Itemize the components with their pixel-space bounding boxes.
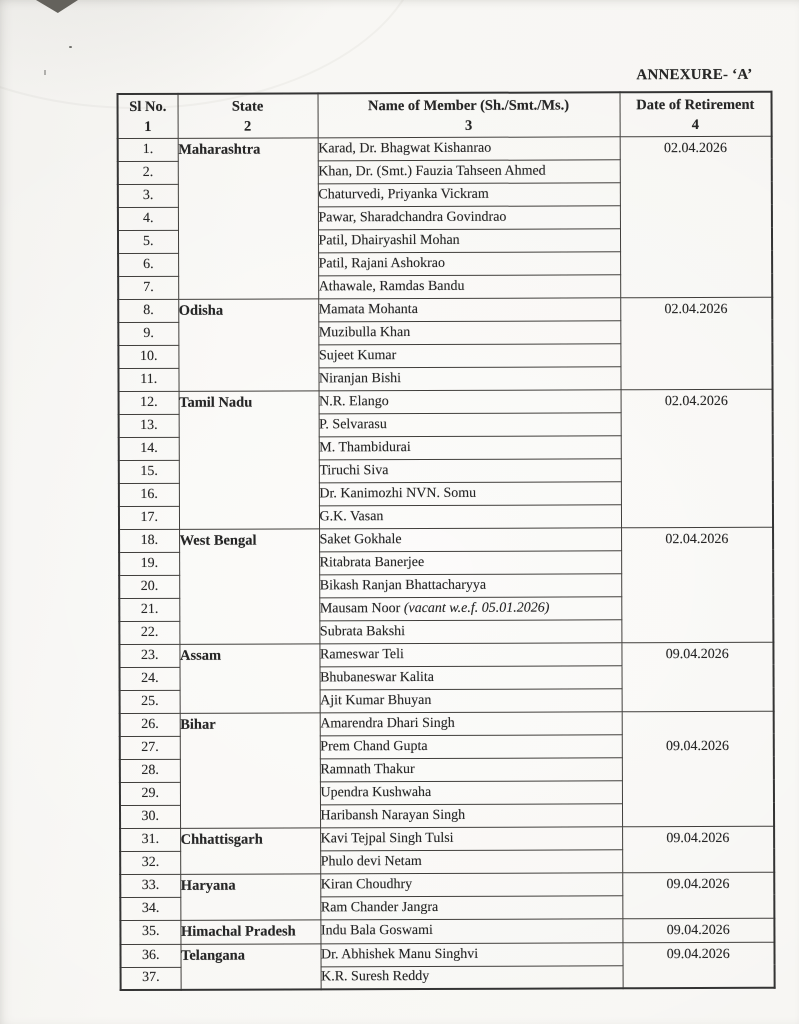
col-header-number: 1 — [144, 118, 152, 135]
sl-no-cell: 12. — [119, 391, 179, 414]
sl-no-cell: 27. — [120, 736, 180, 759]
sl-no-cell: 26. — [120, 713, 180, 736]
member-name-cell — [319, 435, 621, 459]
sl-no-cell: 3. — [118, 184, 178, 207]
table-row — [120, 918, 774, 944]
col-header-number: 3 — [464, 117, 473, 134]
member-name-cell — [319, 504, 621, 528]
state-cell — [180, 873, 320, 919]
member-name-cell — [320, 942, 622, 966]
col-header-title: Name of Member (Sh./Smt./Ms.) — [367, 97, 570, 114]
member-name: Ritabrata Banerjee — [319, 554, 425, 570]
member-name: Mausam Noor — [319, 600, 401, 616]
member-name-cell — [320, 688, 622, 712]
member-name: M. Thambidurai — [319, 439, 411, 455]
member-name: Prem Chand Gupta — [320, 738, 428, 754]
member-name: K.R. Suresh Reddy — [321, 969, 430, 985]
retirement-date-cell — [620, 136, 773, 298]
table-row — [118, 136, 772, 161]
sl-no-cell: 29. — [120, 782, 180, 805]
state-name: West Bengal — [179, 532, 257, 549]
member-name-cell — [320, 826, 622, 850]
member-name-cell — [320, 872, 622, 896]
col-header-title: Date of Retirement — [636, 96, 755, 113]
member-name: Pawar, Sharadchandra Govindrao — [318, 209, 507, 225]
member-name: Saket Gokhale — [319, 531, 402, 547]
state-name: Telangana — [180, 947, 245, 964]
retirement-date: 02.04.2026 — [664, 393, 728, 409]
sl-no-cell: 23. — [119, 644, 179, 667]
member-name: Chaturvedi, Priyanka Vickram — [318, 186, 489, 202]
member-name-cell — [318, 297, 620, 321]
state-name: Chhattisgarh — [180, 831, 263, 848]
sl-no-cell: 22. — [119, 621, 179, 644]
member-name-cell — [320, 849, 622, 873]
member-name: Ram Chander Jangra — [320, 899, 439, 915]
member-name: Patil, Dhairyashil Mohan — [318, 232, 460, 248]
sl-no-cell: 31. — [120, 828, 180, 851]
retirement-date-cell — [622, 872, 774, 919]
state-cell — [179, 390, 319, 528]
member-name-cell — [318, 228, 620, 252]
col-header-member-name — [318, 92, 620, 137]
member-name: Upendra Kushwaha — [320, 784, 432, 800]
member-name-cell — [319, 642, 621, 666]
table-row — [118, 297, 772, 322]
member-name: Muzibulla Khan — [318, 324, 411, 340]
table-row — [120, 711, 774, 736]
member-name-cell — [321, 965, 623, 989]
sl-no-cell: 15. — [119, 460, 179, 483]
state-cell — [180, 827, 320, 873]
member-name-cell — [319, 458, 621, 482]
annexure-label: ANNEXURE- ‘A’ — [636, 66, 753, 84]
member-name: Khan, Dr. (Smt.) Fauzia Tahseen Ahmed — [318, 163, 546, 179]
state-cell — [178, 137, 319, 298]
sl-no-cell: 5. — [118, 230, 178, 253]
member-name-cell — [320, 918, 622, 943]
state-cell — [180, 919, 320, 943]
member-name-cell — [318, 343, 620, 367]
state-name: Bihar — [180, 716, 216, 733]
member-name: Kiran Choudhry — [320, 876, 413, 892]
member-name-cell — [319, 389, 621, 413]
col-header-title: Sl No. — [129, 98, 167, 115]
retirement-date-cell — [622, 711, 774, 827]
member-name: Indu Bala Goswami — [320, 922, 433, 939]
retirement-date: 09.04.2026 — [666, 922, 730, 938]
sl-no-cell: 14. — [119, 437, 179, 460]
sl-no-cell: 24. — [120, 667, 180, 690]
sl-no-cell: 20. — [119, 575, 179, 598]
table-row — [120, 826, 774, 851]
member-name-cell — [320, 665, 622, 689]
sl-no-cell: 4. — [118, 207, 178, 230]
member-name: Tiruchi Siva — [319, 462, 389, 478]
retirement-date-cell — [621, 527, 773, 643]
sl-no-cell: 21. — [119, 598, 179, 621]
sl-no-cell: 33. — [120, 874, 180, 897]
member-name-cell — [318, 366, 620, 390]
member-name: Bikash Ranjan Bhattacharyya — [319, 577, 487, 593]
retirement-date: 02.04.2026 — [664, 301, 728, 317]
member-name-cell — [320, 711, 622, 735]
member-name-cell — [319, 596, 621, 620]
state-cell — [179, 643, 319, 712]
member-name: Athawale, Ramdas Bandu — [318, 278, 465, 294]
sl-no-cell: 36. — [120, 944, 180, 967]
member-name: Haribansh Narayan Singh — [320, 807, 466, 823]
sl-no-cell: 18. — [119, 529, 179, 552]
retirement-date: 09.04.2026 — [666, 876, 730, 892]
member-name-cell — [318, 320, 620, 344]
member-name-cell — [320, 780, 622, 804]
col-header-number: 4 — [691, 116, 700, 133]
member-name-cell — [320, 734, 622, 758]
member-name: Dr. Abhishek Manu Singhvi — [320, 946, 479, 962]
table-row — [120, 942, 774, 967]
sl-no-cell: 10. — [118, 345, 178, 368]
member-name: N.R. Elango — [319, 393, 389, 409]
state-name: Odisha — [178, 302, 224, 319]
retirement-date-cell — [620, 297, 772, 390]
member-name: Mamata Mohanta — [318, 301, 418, 317]
sl-no-cell: 16. — [119, 483, 179, 506]
sl-no-cell: 25. — [120, 690, 180, 713]
col-header-sl-no — [118, 94, 178, 138]
retirement-date: 09.04.2026 — [666, 738, 730, 754]
sl-no-cell: 1. — [118, 138, 178, 161]
member-name-cell — [319, 550, 621, 574]
members-retirement-table — [117, 91, 776, 991]
member-name: Niranjan Bishi — [318, 370, 402, 386]
sl-no-cell: 30. — [120, 805, 180, 828]
member-name-cell — [318, 205, 620, 229]
member-name: Ramnath Thakur — [320, 761, 415, 777]
table-row — [119, 642, 773, 667]
sl-no-cell: 9. — [118, 322, 178, 345]
sl-no-cell: 19. — [119, 552, 179, 575]
sl-no-cell: 8. — [118, 299, 178, 322]
retirement-date-cell — [622, 942, 774, 989]
col-header-retirement-date — [620, 92, 772, 137]
sl-no-cell: 2. — [118, 161, 178, 184]
member-name-cell — [319, 619, 621, 643]
member-name: Subrata Bakshi — [319, 623, 406, 639]
state-cell — [180, 943, 320, 989]
table-header-row — [118, 92, 772, 138]
sl-no-cell: 7. — [118, 276, 178, 299]
members-table-body — [118, 136, 775, 990]
member-name: Phulo devi Netam — [320, 853, 422, 869]
member-name: G.K. Vasan — [319, 508, 384, 524]
retirement-date-cell — [622, 918, 774, 943]
member-name: Rameswar Teli — [319, 646, 404, 662]
sl-no-cell: 17. — [119, 506, 179, 529]
member-name-cell — [319, 573, 621, 597]
retirement-date-cell — [621, 642, 773, 712]
member-name-cell — [318, 159, 620, 183]
member-name-cell — [318, 182, 620, 206]
sl-no-cell: 28. — [120, 759, 180, 782]
sl-no-cell: 37. — [121, 967, 181, 990]
state-cell — [180, 712, 320, 827]
member-name-cell — [319, 412, 621, 436]
col-header-title: State — [231, 98, 264, 115]
state-name: Assam — [179, 647, 222, 664]
member-name: Karad, Dr. Bhagwat Kishanrao — [318, 140, 492, 156]
retirement-date: 09.04.2026 — [666, 830, 730, 846]
retirement-date-cell — [621, 389, 773, 528]
member-name: P. Selvarasu — [319, 416, 387, 432]
member-name: Patil, Rajani Ashokrao — [318, 255, 446, 271]
member-name-cell — [319, 527, 621, 551]
state-cell — [179, 528, 319, 643]
sl-no-cell: 35. — [120, 920, 180, 944]
member-name: Kavi Tejpal Singh Tulsi — [320, 830, 454, 846]
member-name-cell — [320, 895, 622, 919]
member-name-cell — [320, 803, 622, 827]
vacancy-note: (vacant w.e.f. 05.01.2026) — [400, 600, 550, 616]
member-name: Dr. Kanimozhi NVN. Somu — [319, 485, 477, 501]
col-header-state — [178, 93, 318, 137]
state-name: Tamil Nadu — [179, 394, 253, 411]
member-name-cell — [318, 274, 620, 298]
sl-no-cell: 32. — [120, 851, 180, 874]
member-name: Ajit Kumar Bhuyan — [320, 692, 432, 708]
retirement-date: 09.04.2026 — [665, 646, 729, 662]
member-name-cell — [319, 481, 621, 505]
member-name: Sujeet Kumar — [318, 347, 397, 363]
member-name: Bhubaneswar Kalita — [320, 669, 434, 685]
retirement-date: 02.04.2026 — [665, 531, 729, 547]
state-name: Haryana — [180, 877, 236, 894]
sl-no-cell: 13. — [119, 414, 179, 437]
table-row — [119, 527, 773, 552]
state-name: Maharashtra — [178, 141, 261, 158]
sl-no-cell: 6. — [118, 253, 178, 276]
table-row — [120, 872, 774, 897]
table-row — [119, 389, 773, 414]
state-cell — [178, 298, 318, 390]
member-name: Amarendra Dhari Singh — [320, 715, 455, 731]
state-name: Himachal Pradesh — [180, 922, 296, 940]
sl-no-cell: 34. — [120, 897, 180, 920]
member-name-cell — [318, 251, 620, 275]
retirement-date: 09.04.2026 — [666, 946, 730, 962]
member-name-cell — [320, 757, 622, 781]
member-name-cell — [318, 136, 620, 160]
retirement-date: 02.04.2026 — [663, 140, 727, 156]
retirement-date-cell — [622, 826, 774, 873]
col-header-number: 2 — [243, 118, 252, 135]
table-header — [118, 92, 772, 138]
sl-no-cell: 11. — [118, 368, 178, 391]
